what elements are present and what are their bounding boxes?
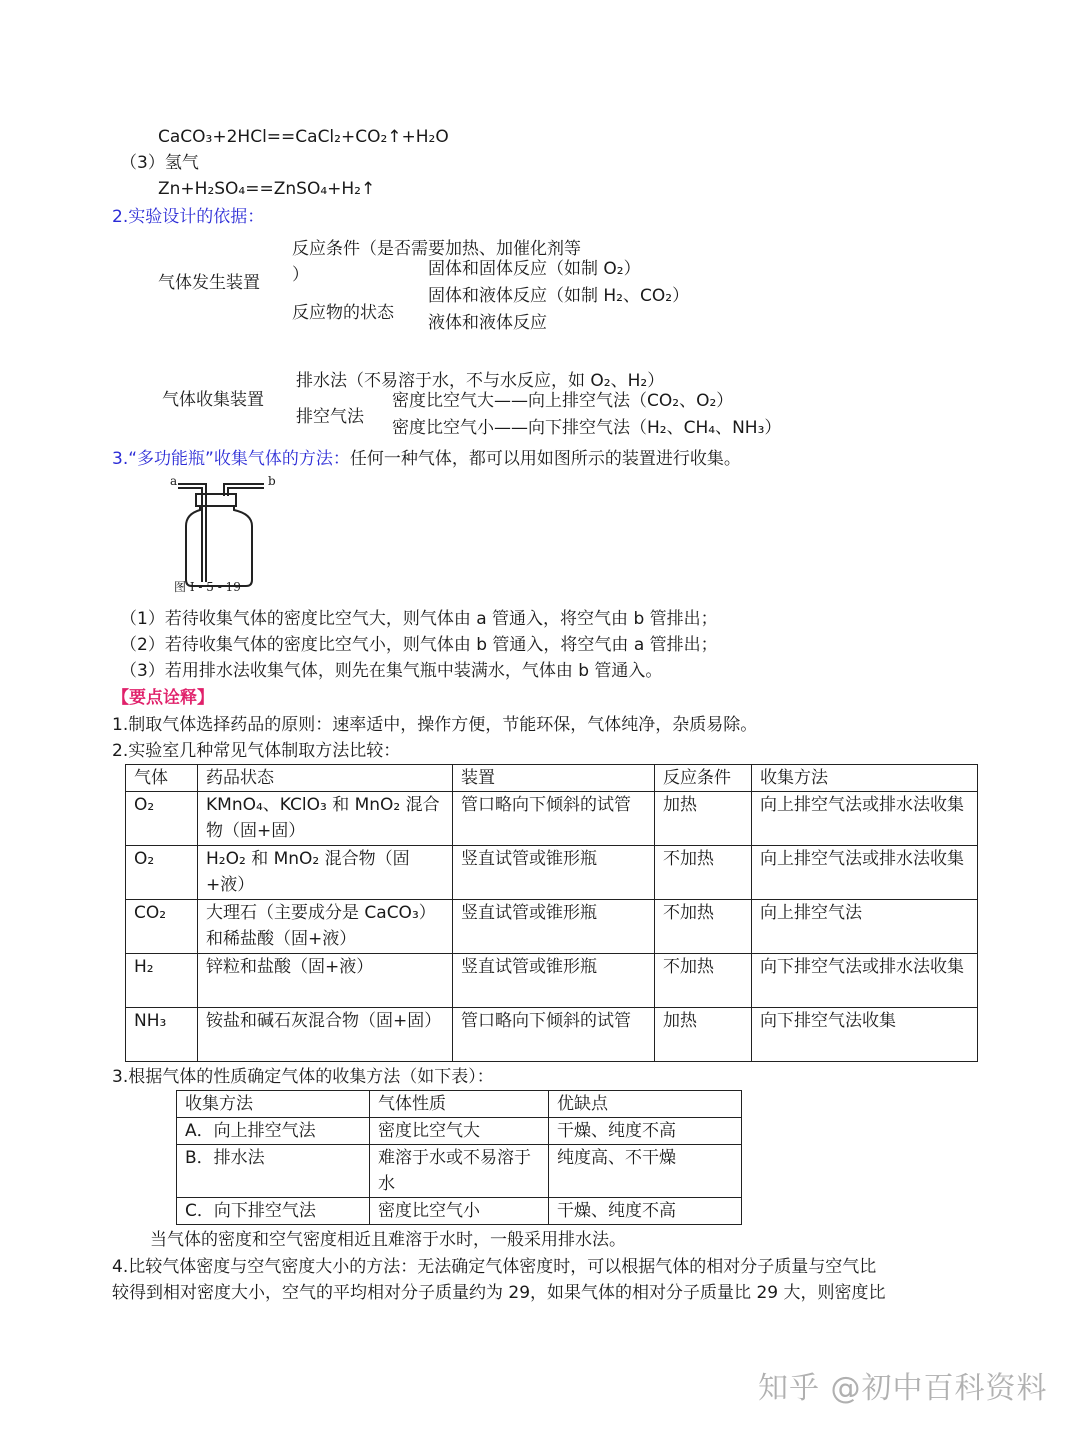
table-cell: 纯度高、不干燥 (549, 1145, 742, 1198)
table-cell: O₂ (126, 792, 198, 846)
gas-preparation-table (125, 764, 978, 1062)
table-cell: 不加热 (655, 954, 752, 1008)
table-header-row (126, 765, 978, 792)
table-row (126, 1008, 978, 1062)
table-cell: 干燥、纯度不高 (549, 1198, 742, 1225)
table-cell: 密度比空气大 (370, 1118, 549, 1145)
section3-title-rest: 任何一种气体，都可以用如图所示的装置进行收集。 (349, 449, 741, 469)
collection-method-table (176, 1090, 742, 1225)
section2-title: 2.实验设计的依据： (112, 207, 265, 227)
table-cell: 铵盐和碱石灰混合物（固+固） (198, 1008, 453, 1062)
air-up-method: 密度比空气大——向上排空气法（CO₂、O₂） (392, 391, 734, 411)
condition-line-b: ） (292, 265, 309, 285)
method-item-3: （3）若用排水法收集气体，则先在集气瓶中装满水，气体由 b 管通入。 (120, 661, 663, 681)
gen-device-label: 气体发生装置 (158, 273, 260, 293)
table-header-row (177, 1091, 742, 1118)
air-down-method: 密度比空气小——向下排空气法（H₂、CH₄、NH₃） (392, 418, 782, 438)
table-header-cell: 气体性质 (370, 1091, 549, 1118)
state-item-3: 液体和液体反应 (428, 313, 547, 333)
table-row (177, 1145, 742, 1198)
table-cell: 向上排空气法或排水法收集 (752, 846, 978, 900)
state-label: 反应物的状态 (292, 303, 394, 323)
table-header-cell: 反应条件 (655, 765, 752, 792)
key-point-4-line2: 较得到相对密度大小，空气的平均相对分子质量约为 29，如果气体的相对分子质量比 29 大，则密度比 (112, 1283, 886, 1303)
table-cell: KMnO₄、KClO₃ 和 MnO₂ 混合物（固+固） (198, 792, 453, 846)
key-points-title: 【要点诠释】 (112, 688, 214, 708)
figure-label-b: b (268, 474, 276, 488)
table-cell: CO₂ (126, 900, 198, 954)
figure-label-a: a (170, 474, 178, 488)
section3-title: 3.“多功能瓶”收集气体的方法： (112, 449, 350, 469)
table-header-cell: 收集方法 (177, 1091, 370, 1118)
h2-equation: Zn+H₂SO₄==ZnSO₄+H₂↑ (158, 179, 376, 199)
table-cell: 竖直试管或锥形瓶 (453, 900, 655, 954)
table-cell: 密度比空气小 (370, 1198, 549, 1225)
table-cell: 锌粒和盐酸（固+液） (198, 954, 453, 1008)
table-cell: 加热 (655, 1008, 752, 1062)
section3-line (112, 446, 741, 472)
table-row (177, 1118, 742, 1145)
table-cell: 竖直试管或锥形瓶 (453, 954, 655, 1008)
multi-function-bottle-figure (168, 472, 288, 596)
key-point-1: 1.制取气体选择药品的原则：速率适中，操作方便，节能环保，气体纯净，杂质易除。 (112, 715, 758, 735)
condition-line-a: 反应条件（是否需要加热、加催化剂等 (292, 239, 581, 259)
table-header-cell: 药品状态 (198, 765, 453, 792)
key-point-2: 2.实验室几种常见气体制取方法比较： (112, 741, 401, 761)
table-cell: 干燥、纯度不高 (549, 1118, 742, 1145)
caco3-equation: CaCO₃+2HCl==CaCl₂+CO₂↑+H₂O (158, 127, 449, 147)
table-cell: A．向上排空气法 (177, 1118, 370, 1145)
collect-device-label: 气体收集装置 (162, 390, 264, 410)
table-cell: 不加热 (655, 900, 752, 954)
table-header-cell: 收集方法 (752, 765, 978, 792)
key-point-4-line1: 4.比较气体密度与空气密度大小的方法：无法确定气体密度时，可以根据气体的相对分子质量与空气比 (112, 1257, 877, 1277)
table-cell: H₂O₂ 和 MnO₂ 混合物（固+液） (198, 846, 453, 900)
table-row (126, 900, 978, 954)
state-item-2: 固体和液体反应（如制 H₂、CO₂） (428, 286, 690, 306)
table-cell: NH₃ (126, 1008, 198, 1062)
table-cell: 向下排空气法或排水法收集 (752, 954, 978, 1008)
table-header-cell: 优缺点 (549, 1091, 742, 1118)
table-row (126, 846, 978, 900)
key-point-3: 3.根据气体的性质确定气体的收集方法（如下表）： (112, 1067, 494, 1087)
table-row (126, 954, 978, 1008)
method-item-2: （2）若待收集气体的密度比空气小，则气体由 b 管通入，将空气由 a 管排出； (120, 635, 718, 655)
table-cell: 管口略向下倾斜的试管 (453, 792, 655, 846)
table-row (126, 792, 978, 846)
table-cell: 大理石（主要成分是 CaCO₃）和稀盐酸（固+液） (198, 900, 453, 954)
figure-caption: 图 I - 5 - 19 (174, 580, 241, 594)
table-row (177, 1198, 742, 1225)
table-header-cell: 气体 (126, 765, 198, 792)
table-cell: B．排水法 (177, 1145, 370, 1198)
table-cell: C．向下排空气法 (177, 1198, 370, 1225)
water-method: 排水法（不易溶于水，不与水反应，如 O₂、H₂） (296, 371, 665, 391)
state-item-1: 固体和固体反应（如制 O₂） (428, 259, 641, 279)
table-cell: 向上排空气法或排水法收集 (752, 792, 978, 846)
table-cell: 竖直试管或锥形瓶 (453, 846, 655, 900)
table-cell: 不加热 (655, 846, 752, 900)
table-cell: 难溶于水或不易溶于水 (370, 1145, 549, 1198)
method-item-1: （1）若待收集气体的密度比空气大，则气体由 a 管通入，将空气由 b 管排出； (120, 609, 718, 629)
table-cell: H₂ (126, 954, 198, 1008)
collection-note: 当气体的密度和空气密度相近且难溶于水时，一般采用排水法。 (150, 1230, 626, 1250)
table-cell: 向上排空气法 (752, 900, 978, 954)
table-cell: 向下排空气法收集 (752, 1008, 978, 1062)
table-cell: O₂ (126, 846, 198, 900)
air-method-label: 排空气法 (296, 407, 364, 427)
table-header-cell: 装置 (453, 765, 655, 792)
watermark: 知乎 @初中百科资料 (758, 1371, 1048, 1406)
table-cell: 管口略向下倾斜的试管 (453, 1008, 655, 1062)
h2-heading: （3）氢气 (120, 153, 199, 173)
table-cell: 加热 (655, 792, 752, 846)
